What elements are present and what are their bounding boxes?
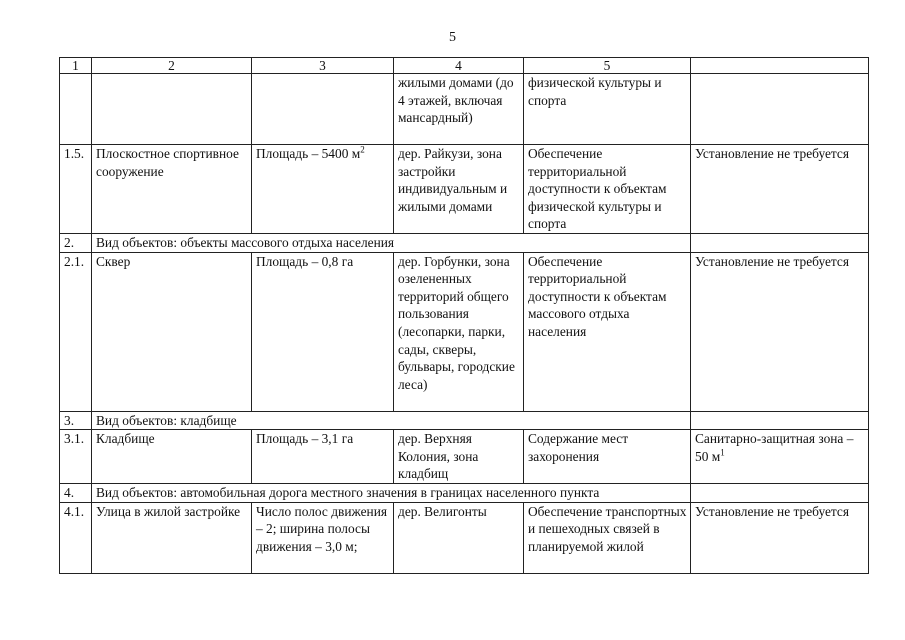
object-purpose-cell: Обеспечение территориальной доступности к объектам физической культуры и спорта xyxy=(524,145,691,234)
header-cell: 4 xyxy=(394,58,524,74)
section-row xyxy=(60,234,869,253)
object-zone-cell: Установление не требуется xyxy=(691,145,869,234)
object-name-cell: Улица в жилой застройке xyxy=(92,502,252,573)
object-zone-cell xyxy=(691,430,869,484)
section-number-cell: 4. xyxy=(60,483,92,502)
table-row xyxy=(60,430,869,484)
object-parameters-cell xyxy=(252,145,394,234)
row-number-cell: 3.1. xyxy=(60,430,92,484)
object-location-cell: дер. Велигонты xyxy=(394,502,524,573)
superscript: 2 xyxy=(360,144,365,155)
object-parameters-cell: Число полос движения – 2; ширина полосы движения – 3,0 м; xyxy=(252,502,394,573)
object-zone-cell xyxy=(691,74,869,145)
row-number-cell xyxy=(60,74,92,145)
header-cell: 5 xyxy=(524,58,691,74)
object-name-cell: Кладбище xyxy=(92,430,252,484)
object-parameters-cell xyxy=(252,74,394,145)
parameter-text: Площадь – 5400 м xyxy=(256,146,361,161)
header-cell: 1 xyxy=(60,58,92,74)
object-location-cell: дер. Райкузи, зона застройки индивидуальным и жилыми домами xyxy=(394,145,524,234)
section-title-cell: Вид объектов: объекты массового отдыха населения xyxy=(92,234,691,253)
header-cell: 2 xyxy=(92,58,252,74)
row-number-cell: 2.1. xyxy=(60,252,92,411)
objects-table xyxy=(59,57,869,574)
table-row xyxy=(60,74,869,145)
table-header-row xyxy=(60,58,869,74)
section-title-cell: Вид объектов: кладбище xyxy=(92,411,691,430)
row-number-cell: 4.1. xyxy=(60,502,92,573)
footnote-marker: 1 xyxy=(720,447,725,458)
section-row xyxy=(60,411,869,430)
header-cell: 3 xyxy=(252,58,394,74)
object-zone-cell: Установление не требуется xyxy=(691,502,869,573)
header-cell xyxy=(691,58,869,74)
object-purpose-cell: Обеспечение территориальной доступности к объектам массового отдыха населения xyxy=(524,252,691,411)
table-row xyxy=(60,145,869,234)
object-purpose-cell: Содержание мест захоронения xyxy=(524,430,691,484)
section-title-cell: Вид объектов: автомобильная дорога местного значения в границах населенного пункта xyxy=(92,483,691,502)
object-location-cell: дер. Верхняя Колония, зона кладбищ xyxy=(394,430,524,484)
table-row xyxy=(60,252,869,411)
object-location-cell: дер. Горбунки, зона озелененных территорий общего пользования (лесопарки, парки, сады, скверы, бульвары, городские леса) xyxy=(394,252,524,411)
section-number-cell: 2. xyxy=(60,234,92,253)
object-name-cell xyxy=(92,74,252,145)
object-location-cell: жилыми домами (до 4 этажей, включая мансардный) xyxy=(394,74,524,145)
object-purpose-cell: Обеспечение транспортных и пешеходных связей в планируемой жилой xyxy=(524,502,691,573)
section-row xyxy=(60,483,869,502)
row-number-cell: 1.5. xyxy=(60,145,92,234)
table-row xyxy=(60,502,869,573)
zone-text: Санитарно-защитная зона – 50 м xyxy=(695,431,854,464)
page-number: 5 xyxy=(449,30,456,45)
empty-cell xyxy=(691,483,869,502)
object-name-cell: Плоскостное спортивное сооружение xyxy=(92,145,252,234)
section-number-cell: 3. xyxy=(60,411,92,430)
object-purpose-cell: физической культуры и спорта xyxy=(524,74,691,145)
object-parameters-cell: Площадь – 3,1 га xyxy=(252,430,394,484)
object-parameters-cell: Площадь – 0,8 га xyxy=(252,252,394,411)
object-zone-cell: Установление не требуется xyxy=(691,252,869,411)
empty-cell xyxy=(691,234,869,253)
object-name-cell: Сквер xyxy=(92,252,252,411)
empty-cell xyxy=(691,411,869,430)
